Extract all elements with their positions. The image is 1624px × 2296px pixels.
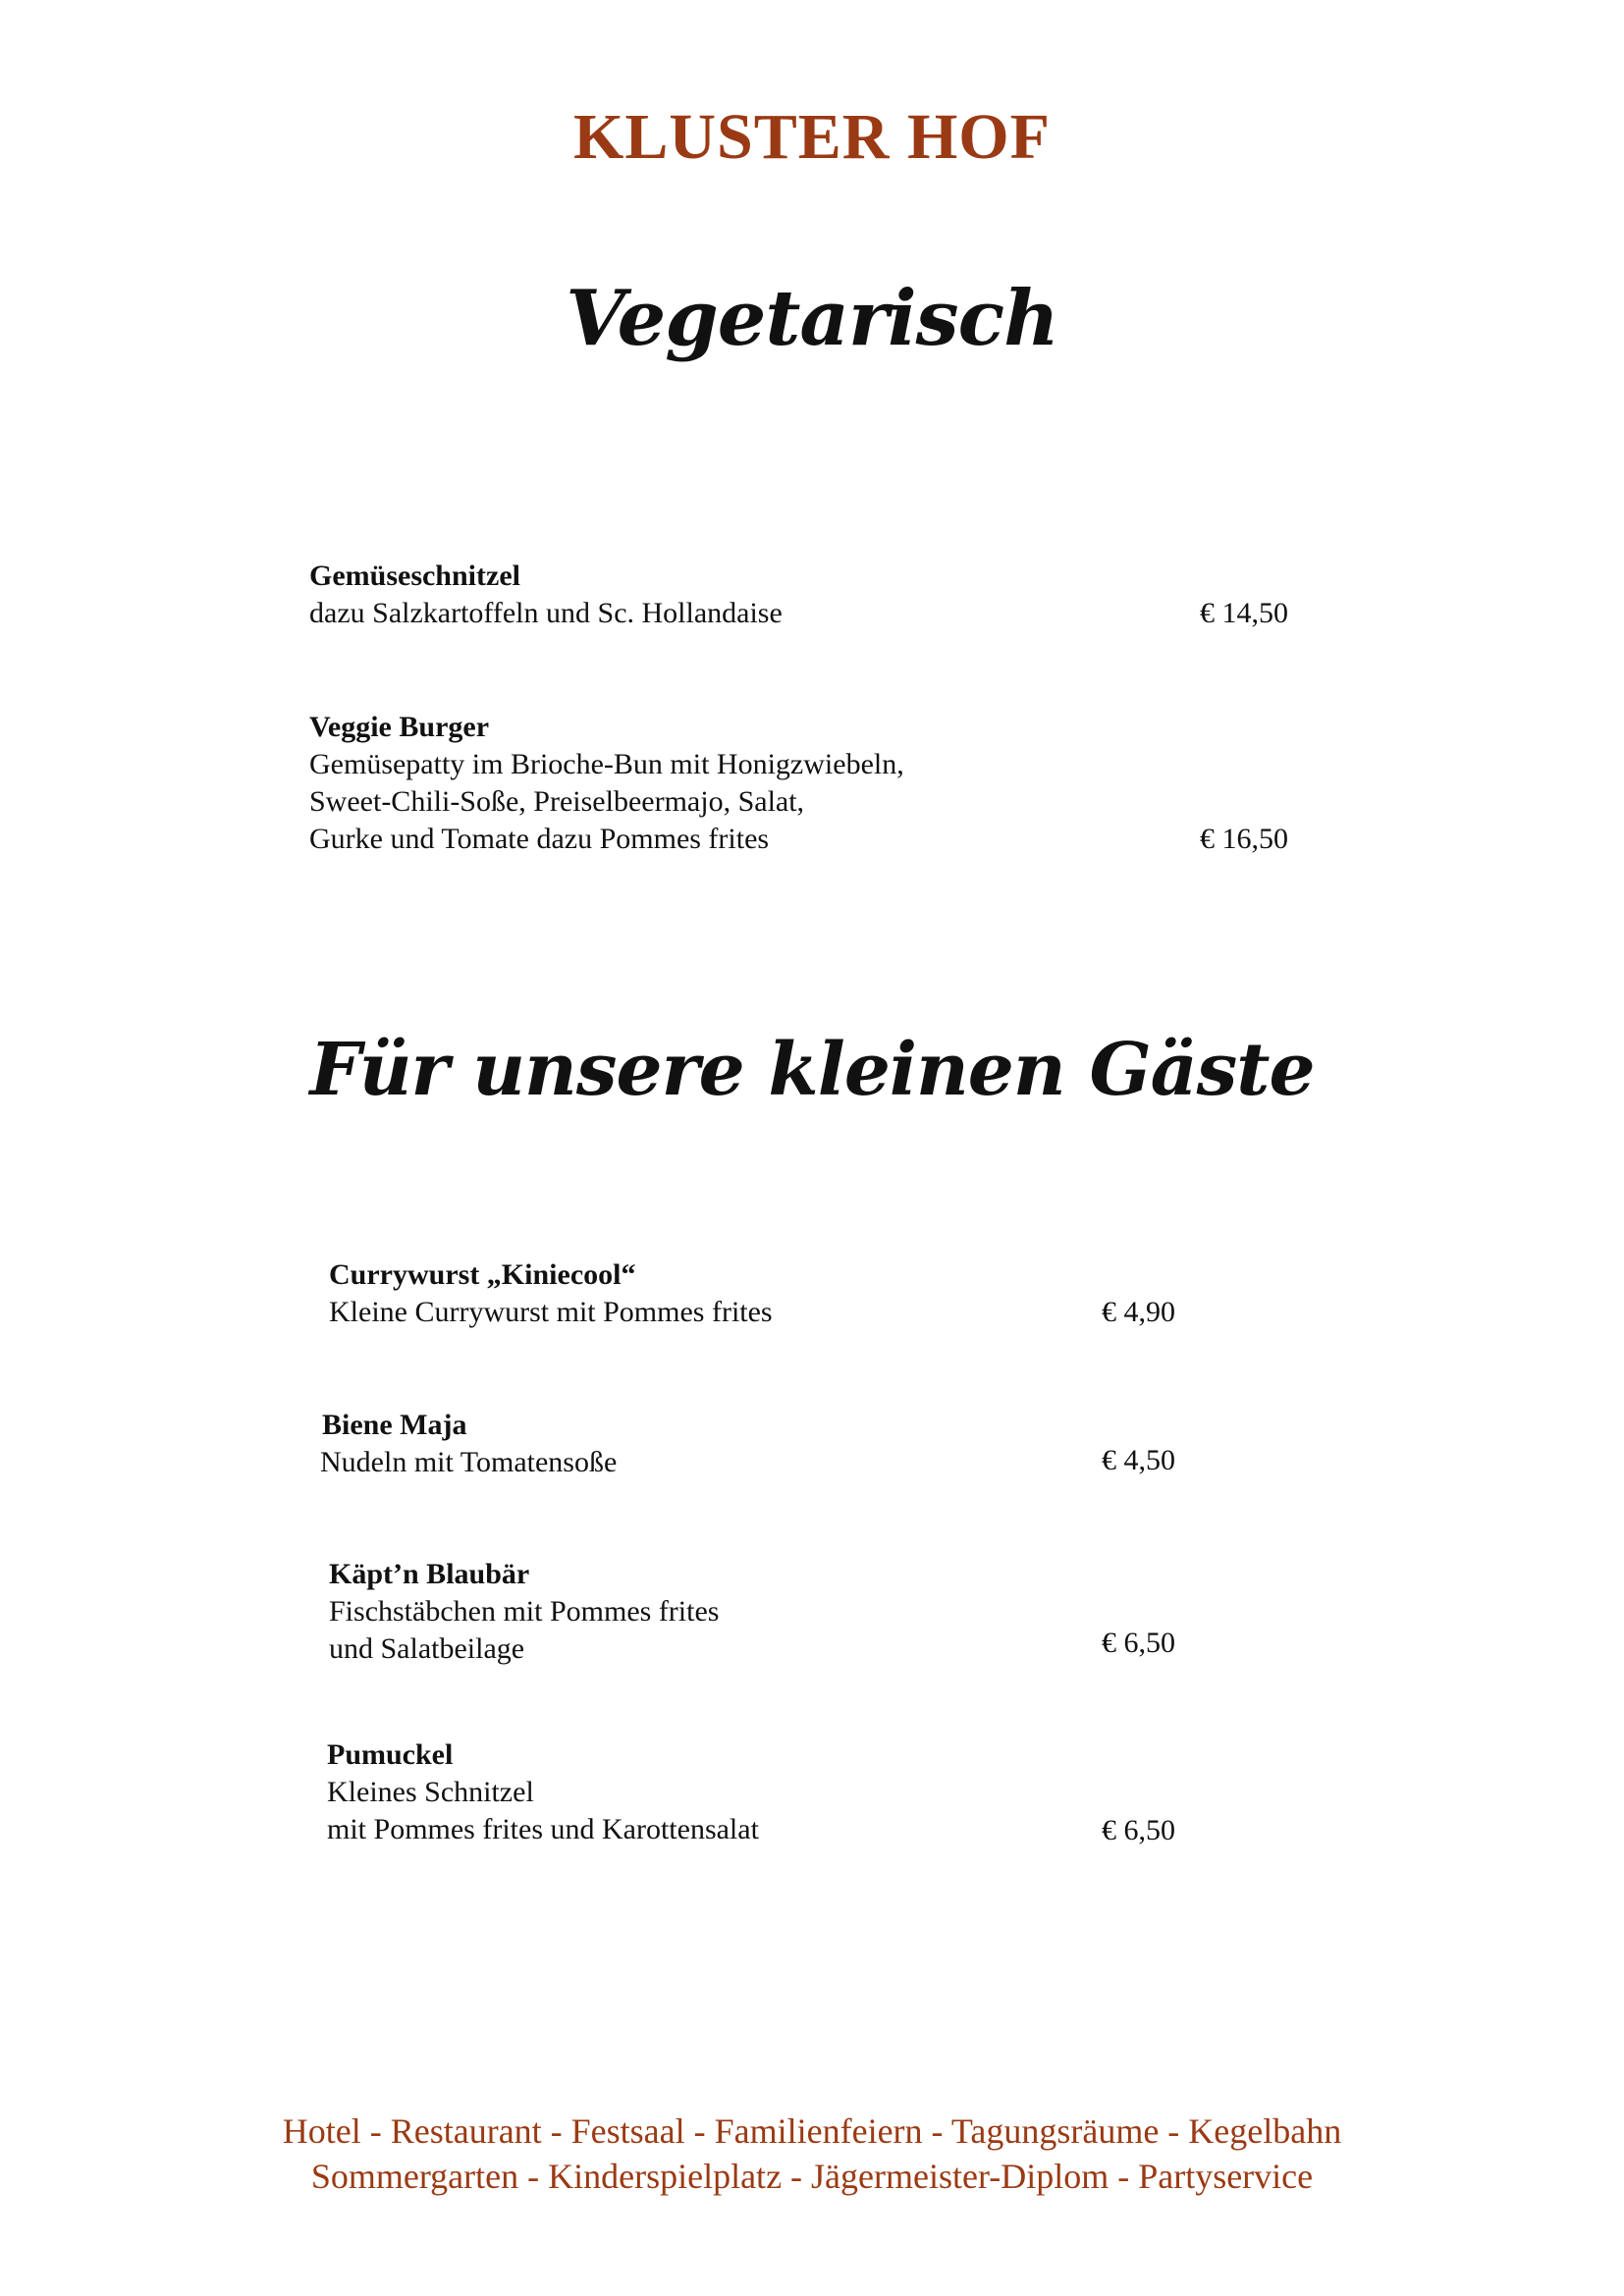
menu-item-price: € 4,50 <box>1102 1444 1175 1476</box>
menu-item-name: Veggie Burger <box>309 711 490 743</box>
menu-item-price: € 4,90 <box>1102 1296 1175 1328</box>
menu-item-price: € 6,50 <box>1102 1627 1175 1659</box>
menu-item <box>329 1256 773 1331</box>
menu-item <box>327 1736 759 1848</box>
menu-item-price: € 6,50 <box>1102 1814 1175 1846</box>
menu-item <box>322 1407 617 1481</box>
menu-item-description: Kleine Currywurst mit Pommes frites <box>329 1296 773 1328</box>
menu-item-description: Nudeln mit Tomatensoße <box>320 1446 618 1478</box>
menu-item-description: und Salatbeilage <box>329 1632 525 1665</box>
section-title-vegetarisch: Vegetarisch <box>566 274 1058 363</box>
menu-item <box>329 1556 719 1668</box>
menu-item-description: Sweet-Chili-Soße, Preiselbeermajo, Salat, <box>309 785 805 818</box>
menu-item-name: Pumuckel <box>327 1738 454 1771</box>
menu-item <box>309 709 904 858</box>
footer-line: Sommergarten - Kinderspielplatz - Jägermeister-Diplom - Partyservice <box>310 2157 1314 2196</box>
menu-item-description: Gurke und Tomate dazu Pommes frites <box>309 823 770 855</box>
menu-item-description: mit Pommes frites und Karottensalat <box>327 1813 759 1845</box>
menu-item-description: Gemüsepatty im Brioche-Bun mit Honigzwiebeln, <box>309 748 904 780</box>
menu-item-description: dazu Salzkartoffeln und Sc. Hollandaise <box>309 597 783 629</box>
menu-item <box>309 558 783 632</box>
section-title-kids: Für unsere kleinen Gäste <box>309 1028 1315 1112</box>
menu-item-name: Currywurst „Kiniecool“ <box>329 1258 636 1291</box>
menu-item-name: Käpt’n Blaubär <box>329 1558 530 1590</box>
menu-item-name: Biene Maja <box>322 1409 467 1441</box>
menu-item-price: € 14,50 <box>1200 597 1288 629</box>
menu-item-name: Gemüseschnitzel <box>309 560 520 592</box>
footer-line: Hotel - Restaurant - Festsaal - Familienfeiern - Tagungsräume - Kegelbahn <box>282 2111 1342 2151</box>
menu-item-description: Fischstäbchen mit Pommes frites <box>329 1595 720 1628</box>
menu-item-description: Kleines Schnitzel <box>327 1776 534 1808</box>
restaurant-name: KLUSTER HOF <box>573 101 1051 173</box>
menu-item-price: € 16,50 <box>1200 823 1288 855</box>
footer <box>0 2109 1624 2199</box>
